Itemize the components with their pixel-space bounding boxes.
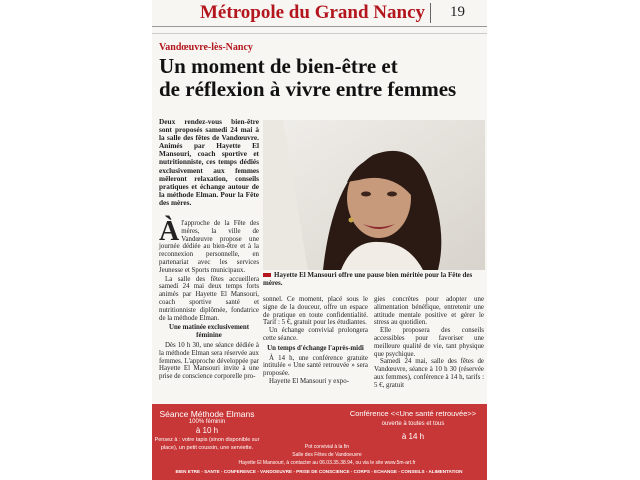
left-title: Séance Méthode Elmans (159, 409, 255, 419)
page-number: 19 (450, 4, 465, 20)
page-header (152, 0, 487, 27)
center-note-2: Salle des Fêtes de Vandoeuvre (292, 452, 362, 458)
article-column-1 (159, 216, 259, 381)
photo-caption: Hayette El Mansouri offre une pause bien méritée pour la Fête des mères. (263, 271, 485, 287)
col2-para-2: Un échange convivial prolongera cette séance. (263, 327, 368, 342)
article-headline (159, 55, 484, 101)
left-note-1: Pensez à : votre tapis (sinon disponible sur (154, 437, 260, 443)
right-time: à 14 h (401, 432, 425, 441)
subheading-1: Une matinée exclusivement féminine (169, 324, 249, 340)
article-column-2 (263, 296, 368, 386)
section-title: Métropole du Grand Nancy (200, 2, 426, 23)
col2-para-4: Hayette El Mansouri y expo- (269, 377, 349, 385)
keywords-footer: BIEN ETRE - SANTE - CONFERENCE - VANDOEUVRE - PRISE DE CONSCIENCE - CORPS - ECHANGE - CONSEILS - ALIMENTATION (175, 469, 463, 474)
right-title: Conférence <<Une santé retrouvée>> (349, 409, 477, 418)
portrait-photo (263, 120, 485, 270)
left-note-2: place), un petit coussin, une serviette. (160, 445, 254, 451)
para-3: Dès 10 h 30, une séance dédiée à la méthode Elman sera réservée aux femmes. L'approche développée par Hayette El Mansouri invite à une prise de conscience corporelle pro- (159, 341, 259, 381)
para-1: l'approche de la Fête des mères, la ville de Vandœuvre propose une journée dédiée au bien-être et à la reconnexion personnelle, en partenariat avec les services Jeunesse et Sports municipaux. (159, 220, 259, 274)
left-time: à 10 h (195, 426, 219, 435)
article-column-3 (374, 296, 484, 390)
col3-para-1: gies concrètes pour adopter une alimentation bénéfique, entretenir une attitude mentale positive et gérer le stress au quotidien. (374, 296, 484, 327)
col3-para-2: Elle proposera des conseils accessibles pour favoriser une meilleure qualité de vie, tant physique que psychique. (374, 327, 484, 358)
subheading-2: Un temps d'échange l'après-midi (267, 344, 364, 352)
newspaper-page (152, 0, 487, 410)
headline-line-1: Un moment de bien-être et (159, 54, 398, 78)
header-rule (152, 27, 487, 34)
left-subtitle: 100% féminin (188, 419, 226, 425)
contact-line: Hayette El Mansouri, à contacter au 06.03.35.38.94, ou via le site www.5m-art.fr (238, 460, 416, 466)
dropcap: À (159, 216, 180, 247)
right-subtitle: ouverte à toutes et tous (381, 421, 445, 427)
center-note-1: Pot convivial à la fin (304, 444, 350, 450)
portrait-illustration (263, 120, 485, 270)
headline-line-2: de réflexion à vivre entre femmes (159, 77, 457, 101)
col2-para-3: À 14 h, une conférence gratuite intitulée « Une santé retrouvée » sera proposée. (263, 354, 368, 378)
para-2: La salle des fêtes accueillera samedi 24 mai deux temps forts animés par Hayette El Mansouri, coach sportive santé et nutritionniste diplômée, fondatrice de la méthode Elman. (159, 275, 259, 322)
article-chapo: Deux rendez-vous bien-être sont proposés samedi 24 mai à la salle des fêtes de Vandœuvre. Animés par Hayette El Mansouri, coach sportive et nutritionniste, ces temps dédiés exclusivement aux femmes mêleront relaxation, conseils pratiques et échange autour de la méthode Elman. Pour la Fête des mères. (159, 117, 259, 207)
header-divider (430, 3, 431, 23)
article-kicker: Vandœuvre-lès-Nancy (159, 42, 253, 53)
col3-para-3: Samedi 24 mai, salle des fêtes de Vandœuvre, séance à 10 h 30 (réservée aux femmes), conférence à 14 h, tarifs : 5 €, gratuit (374, 358, 484, 389)
event-banner (152, 404, 487, 480)
col2-para-1: sonnel. Ce moment, placé sous le signe de la douceur, offre un espace de pratique en toute confidentialité. Tarif : 5 €, gratuit pour les étudiantes. (263, 296, 368, 327)
